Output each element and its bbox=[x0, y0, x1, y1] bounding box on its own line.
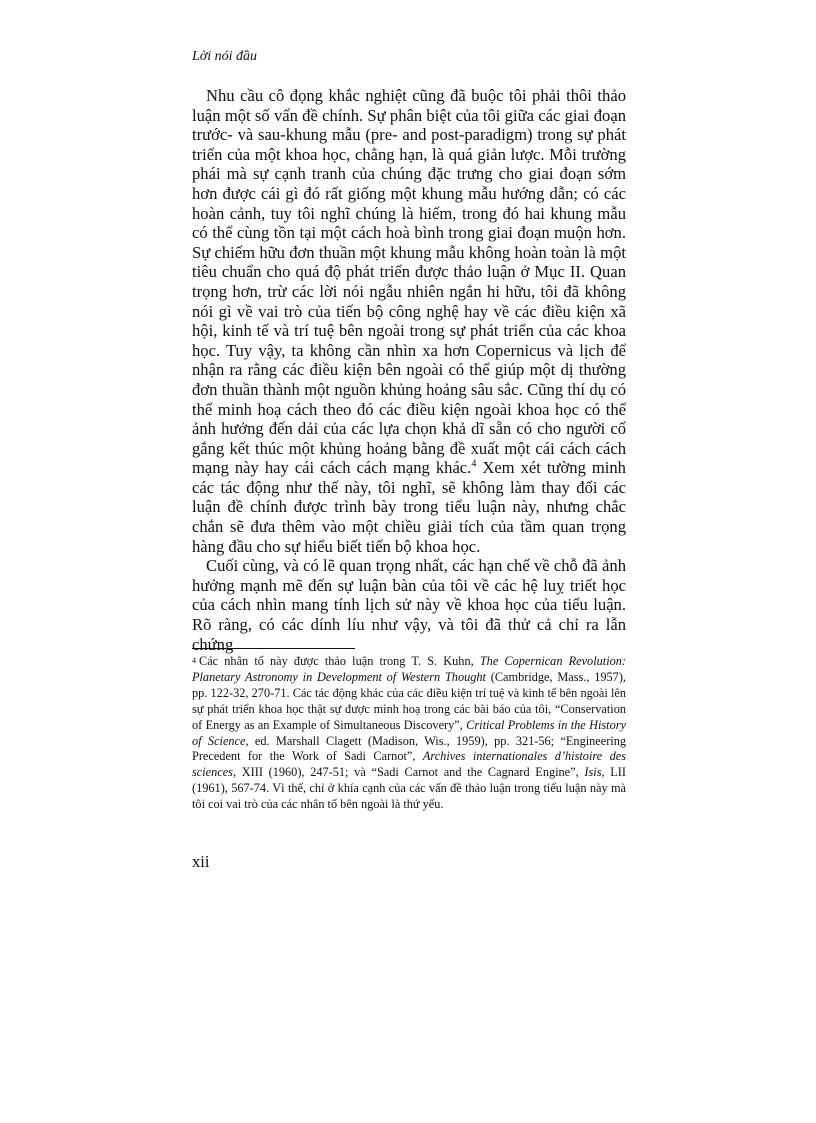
footnote-text-4: , XIII (1960), 247-51; và “Sadi Carnot and the Cagnard Engine”, bbox=[232, 765, 585, 780]
footnote-title-3: Archives internationales d’histoire des sciences bbox=[192, 749, 626, 780]
footnote-divider bbox=[192, 648, 355, 649]
body-text bbox=[192, 86, 626, 654]
footnote-text-5: , LII (1961), 567-74. Vì thế, chỉ ở khía cạnh của các vấn đề thảo luận trong tiểu luận này mà tôi coi vai trò của các nhân tố bên ngoài là thứ yếu. bbox=[192, 765, 626, 812]
footnote-ref: 4 bbox=[471, 458, 477, 470]
footnote-number: 4 bbox=[192, 656, 196, 665]
running-head: Lời nói đầu bbox=[192, 49, 258, 64]
footnote-title-1: The Copernican Revolution: Planetary Astronomy in Development of Western Thought bbox=[192, 654, 626, 684]
footnote-text-2: (Cambridge, Mass., 1957), pp. 122-32, 270-71. Các tác động khác của các điều kiện trí tuệ và kinh tế bên ngoài lên sự phát triển khoa học thật sự được minh hoạ trong các bài báo của tôi, “Conservation of Energy as an Example of Simultaneous Discovery”, bbox=[192, 669, 626, 732]
footnote bbox=[192, 654, 626, 813]
footnote-text-3: , ed. Marshall Clagett (Madison, Wis., 1959), pp. 321-56; “Engineering Precedent for the Work of Sadi Carnot”, bbox=[192, 733, 627, 764]
paragraph-1-text-a: Nhu cầu cô đọng khắc nghiệt cũng đã buộc tôi phải thôi thảo luận một số vấn đề chính. Sự phân biệt của tôi giữa các giai đoạn trước- và sau-khung mẫu (pre- and post-paradigm) trong sự phát triển của một khoa học, chẳng hạn, là quá giản lược. Mỗi trường phái mà sự cạnh tranh của chúng đặc trưng cho giai đoạn sớm hơn được cái gì đó rất giống một khung mẫu hướng dẫn; có các hoàn cảnh, tuy tôi nghĩ chúng là hiếm, trong đó hai khung mẫu có thể cùng tồn tại một cách hoà bình trong giai đoạn muộn hơn. Sự chiếm hữu đơn thuần một khung mẫu không hoàn toàn là một tiêu chuẩn cho quá độ phát triển được thảo luận ở Mục II. Quan trọng hơn, trừ các lời nói ngẫu nhiên ngắn hi hữu, tôi đã không nói gì về vai trò của tiến bộ công nghệ hay về các điều kiện xã hội, kinh tế và trí tuệ bên ngoài trong sự phát triển của các khoa học. Tuy vậy, ta không cần nhìn xa hơn Copernicus và lịch để nhận ra rằng các điều kiện bên ngoài có thể giúp một dị thường đơn thuần thành một nguồn khủng hoảng sâu sắc. Cũng thí dụ có thể minh hoạ cách theo đó các điều kiện ngoài khoa học có thể ảnh hưởng đến dải của các lựa chọn khả dĩ sẵn có cho người cố gắng kết thúc một khủng hoảng bằng đề xuất một cái cách cách mạng này hay cái cách cách mạng khác. bbox=[192, 86, 626, 478]
paragraph-1-text-b: Xem xét tường minh các tác động như thế này, tôi nghĩ, sẽ không làm thay đổi các luận đề chính được trình bày trong tiểu luận này, nhưng chắc chắn sẽ đưa thêm vào một chiều giải tích của tầm quan trọng hàng đầu cho sự hiểu biết tiến bộ khoa học. bbox=[192, 458, 626, 556]
paragraph-2: Cuối cùng, và có lẽ quan trọng nhất, các hạn chế về chỗ đã ảnh hưởng mạnh mẽ đến sự luận bàn của tôi về các hệ luỵ triết học của cách nhìn mang tính lịch sử này về khoa học của tiểu luận. Rõ ràng, có các dính líu như vậy, và tôi đã thử cả chỉ ra lẫn chứng bbox=[192, 556, 626, 654]
footnote-text-1: Các nhân tố này được thảo luận trong T. S. Kuhn, bbox=[199, 654, 480, 668]
paragraph-1 bbox=[192, 86, 626, 556]
page-number: xii bbox=[192, 852, 210, 871]
footnote-title-4: Isis bbox=[584, 765, 602, 780]
footnote-title-2: Critical Problems in the History of Science bbox=[192, 717, 626, 748]
